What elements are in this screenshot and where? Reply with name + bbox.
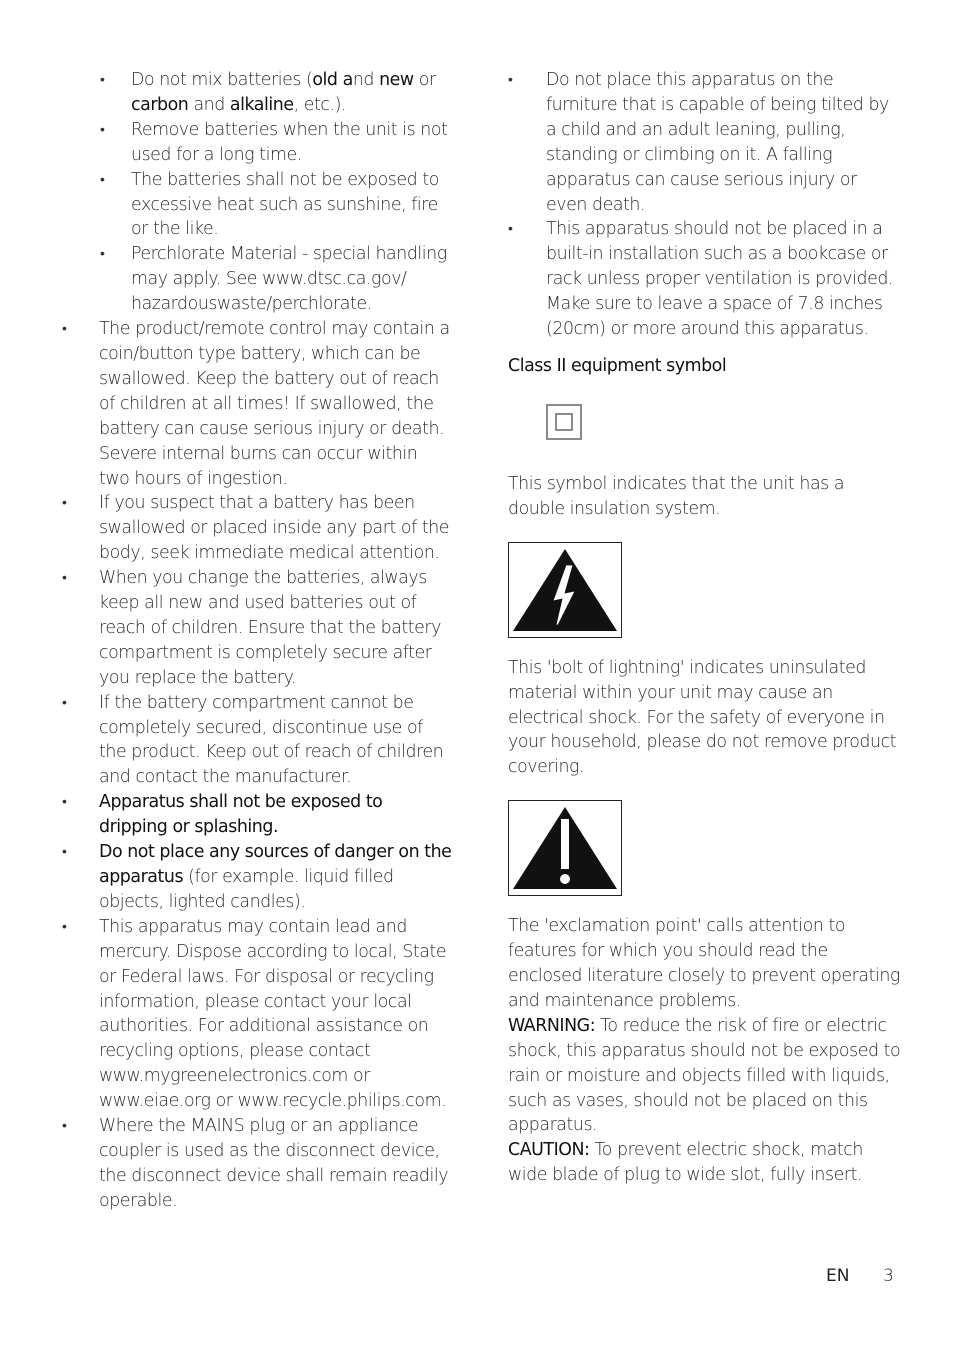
bullet-marker: •: [100, 121, 105, 138]
list-item: [60, 491, 452, 566]
bullet-marker: •: [100, 246, 105, 263]
item-text: This apparatus should not be placed in a built-in installation such as a bookcase or rack unless proper ventilation is provided. Make sure to leave a space of 7.8 inches (20cm) or more around this apparatus.: [546, 219, 893, 340]
list-item: [60, 840, 452, 915]
exclamation-text: The 'exclamation point' calls attention to features for which you should read the enclosed literature closely to prevent operating and maintenance problems.: [508, 916, 900, 1011]
left-column: [60, 68, 452, 1214]
lightning-warning-icon: [508, 542, 622, 638]
item-text: The product/remote control may contain a coin/button type battery, which can be swallowed. Keep the battery out of reach of children at all times! If swallowed, the battery can cause serious injury or death. Severe internal burns can occur within two hours of ingestion.: [99, 319, 450, 489]
bullet-marker: •: [508, 221, 513, 238]
list-item: [60, 691, 452, 791]
class2-heading: Class II equipment symbol: [508, 355, 727, 376]
right-column: [508, 68, 902, 1188]
list-item: [60, 118, 452, 168]
list-item: [60, 242, 452, 317]
caution-label: CAUTION:: [508, 1140, 590, 1161]
list-item: [508, 68, 902, 217]
item-text: If the battery compartment cannot be completely secured, discontinue use of the product. Keep out of reach of children and contact the manufacturer.: [99, 692, 444, 788]
item-text: This apparatus may contain lead and mercury. Dispose according to local, State or Federal laws. For disposal or recycling information, please contact your local authorities. For additional assistance on recycling options, please contact www.mygreenelectronics.com or www.eiae.org or www.recycle.philips.com.: [99, 916, 447, 1112]
item-text: Remove batteries when the unit is not used for a long time.: [131, 119, 448, 165]
bullet-marker: •: [62, 694, 67, 711]
item-text: (for example. liquid filled objects, lighted candles).: [99, 867, 394, 912]
item-text: Do not mix batteries (: [131, 70, 313, 90]
bullet-marker: •: [62, 570, 67, 587]
item-text: The batteries shall not be exposed to excessive heat such as sunshine, fire or the like.: [131, 169, 439, 240]
apparatus-list: [508, 68, 902, 342]
list-item: [60, 790, 452, 840]
emphasis-text: old a: [312, 70, 353, 90]
list-item: [60, 68, 452, 118]
double-square-icon: [546, 404, 582, 440]
warning-label: WARNING:: [508, 1015, 596, 1036]
warning-text: To reduce the risk of fire or electric shock, this apparatus should not be exposed to rain or moisture and objects filled with liquids, such as vases, should not be placed on this apparatus.: [508, 1015, 901, 1136]
item-text: , etc.).: [293, 94, 346, 115]
emphasis-text: Apparatus shall not be exposed to dripping or splashing.: [99, 792, 383, 838]
bullet-marker: •: [508, 72, 513, 88]
item-text: Where the MAINS plug or an appliance coupler is used as the disconnect device, the disconnect device shall remain readily operable.: [99, 1116, 449, 1211]
list-item: [60, 566, 452, 691]
item-text: and: [188, 94, 230, 115]
item-text: When you change the batteries, always keep all new and used batteries out of reach of children. Ensure that the battery compartment is completely secure after you replace the battery.: [99, 568, 441, 688]
page-number: 3: [883, 1266, 894, 1286]
bullet-marker: •: [100, 72, 105, 88]
bullet-marker: •: [62, 321, 67, 338]
item-text: nd: [352, 70, 380, 90]
exclamation-warning-icon: [508, 800, 622, 896]
double-square-icon-inner: [555, 413, 573, 431]
caution-text: To prevent electric shock, match wide blade of plug to wide slot, fully insert.: [508, 1140, 863, 1186]
class2-text: This symbol indicates that the unit has a double insulation system.: [508, 473, 845, 519]
footer-language: EN: [826, 1266, 850, 1286]
list-item: [60, 168, 452, 243]
item-text: Do not place this apparatus on the furniture that is capable of being tilted by a child and an adult leaning, pulling, standing or climbing on it. A falling apparatus can cause serious injury or even death.: [546, 70, 889, 215]
emphasis-text: carbon: [131, 94, 189, 115]
item-text: or: [413, 70, 436, 90]
bullet-marker: •: [62, 794, 67, 811]
bullet-marker: •: [62, 495, 67, 512]
emphasis-text: new: [379, 70, 414, 90]
emphasis-text: Do not place any sources of danger on the apparatus: [99, 842, 452, 887]
list-item: [60, 1114, 452, 1214]
list-item: [60, 317, 452, 491]
warning-paragraph: [508, 1014, 902, 1139]
safety-list: [60, 317, 452, 1214]
list-item: [60, 915, 452, 1114]
bullet-marker: •: [62, 918, 67, 935]
item-text: If you suspect that a battery has been swallowed or placed inside any part of the body, seek immediate medical attention.: [99, 493, 450, 564]
caution-paragraph: [508, 1138, 902, 1188]
bullet-marker: •: [62, 1118, 67, 1135]
bullet-marker: •: [100, 171, 105, 188]
battery-sub-list: [60, 68, 452, 317]
bullet-marker: •: [62, 844, 67, 861]
lightning-text: This 'bolt of lightning' indicates uninsulated material within your unit may cause an electrical shock. For the safety of everyone in your household, please do not remove product covering.: [508, 657, 897, 778]
emphasis-text: alkaline: [229, 94, 294, 115]
item-text: Perchlorate Material - special handling may apply. See www.dtsc.ca.gov/ hazardouswaste/perchlorate.: [131, 244, 447, 315]
list-item: [508, 217, 902, 342]
